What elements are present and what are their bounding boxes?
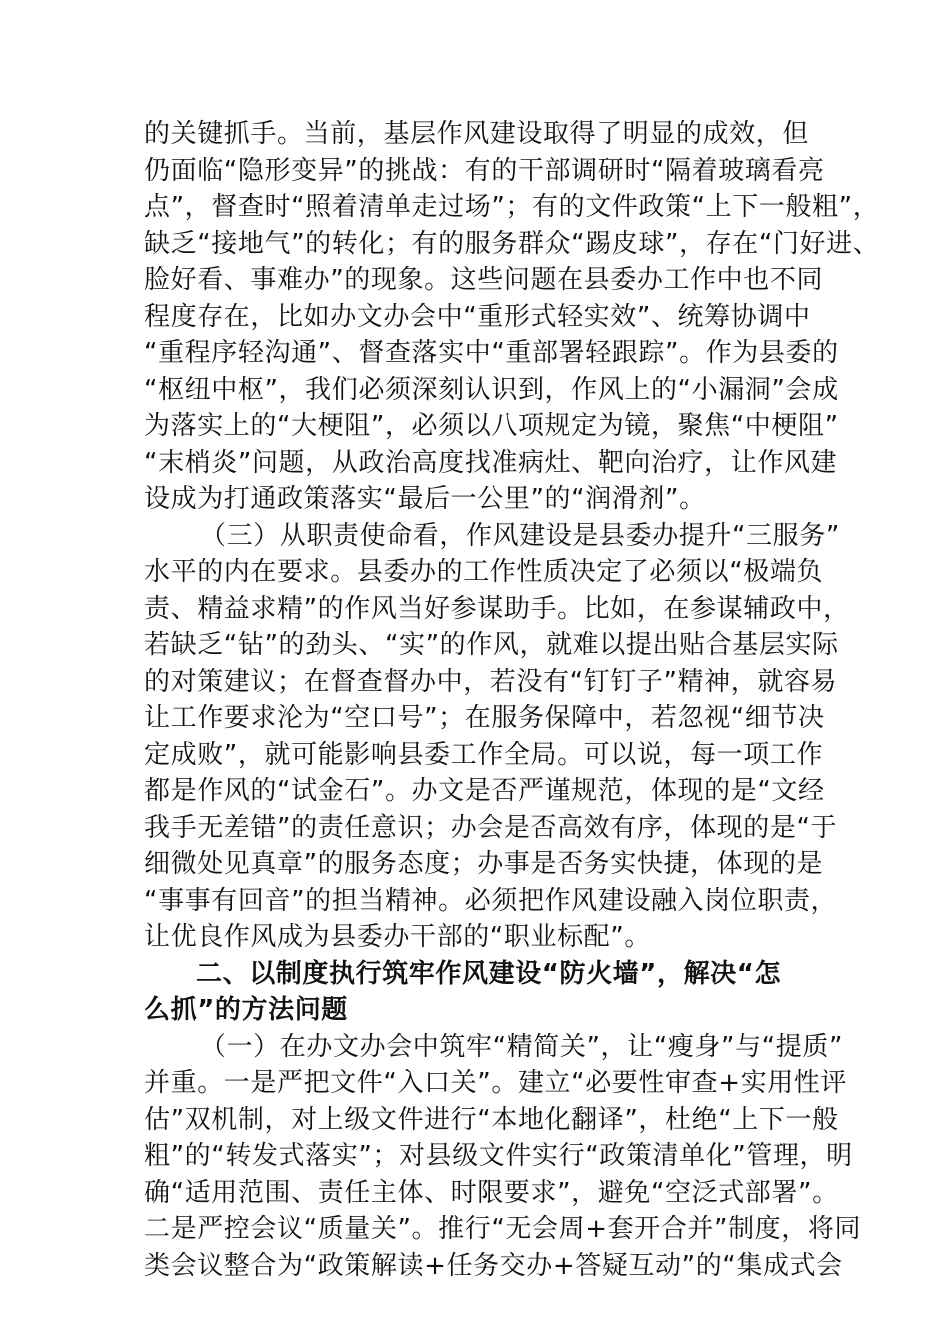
- body-text-line: 让优良作风成为县委办干部的“职业标配”。: [144, 922, 651, 952]
- body-text-line: 估”双机制，对上级文件进行“本地化翻译”，杜绝“上下一般: [144, 1105, 839, 1135]
- body-text-line: 粗”的“转发式落实”；对县级文件实行“政策清单化”管理，明: [144, 1141, 853, 1171]
- body-text-line: 缺乏“接地气”的转化；有的服务群众“踢皮球”，存在“门好进、: [144, 229, 880, 259]
- body-text-line: “事事有回音”的担当精神。必须把作风建设融入岗位职责，: [144, 886, 838, 916]
- body-text-line: 细微处见真章”的服务态度；办事是否务实快捷，体现的是: [144, 849, 824, 879]
- body-text-line: 程度存在，比如办文办会中“重形式轻实效”、统筹协调中: [144, 302, 811, 332]
- body-text-line: 水平的内在要求。县委办的工作性质决定了必须以“极端负: [144, 557, 824, 587]
- paragraph-start-line: （一）在办文办会中筑牢“精简关”，让“瘦身”与“提质”: [200, 1032, 844, 1062]
- body-text-line: 的对策建议；在督查督办中，若没有“钉钉子”精神，就容易: [144, 667, 838, 697]
- section-heading: 二、以制度执行筑牢作风建设“防火墙”，解决“怎: [196, 959, 782, 989]
- paragraph-start-line: （三）从职责使命看，作风建设是县委办提升“三服务”: [200, 521, 840, 551]
- body-text-line: 脸好看、事难办”的现象。这些问题在县委办工作中也不同: [144, 265, 824, 295]
- body-text-line: 仍面临“隐形变异”的挑战：有的干部调研时“隔着玻璃看亮: [144, 156, 825, 186]
- body-text-line: 责、精益求精”的作风当好参谋助手。比如，在参谋辅政中，: [144, 594, 850, 624]
- body-text-line: “枢纽中枢”，我们必须深刻认识到，作风上的“小漏洞”会成: [144, 375, 839, 405]
- body-text-line: 我手无差错”的责任意识；办会是否高效有序，体现的是“于: [144, 813, 838, 843]
- section-heading-continued: 么抓”的方法问题: [144, 995, 348, 1025]
- body-text-line: 点”，督查时“照着清单走过场”；有的文件政策“上下一般粗”，: [144, 192, 880, 222]
- body-text-line: 为落实上的“大梗阻”，必须以八项规定为镜，聚焦“中梗阻”: [144, 411, 839, 441]
- body-text-line: “重程序轻沟通”、督查落实中“重部署轻跟踪”。作为县委的: [144, 338, 839, 368]
- body-text-line: 定成败”，就可能影响县委工作全局。可以说，每一项工作: [144, 740, 824, 770]
- body-text-line: “末梢炎”问题，从政治高度找准病灶、靶向治疗，让作风建: [144, 448, 838, 478]
- body-text-line: 二是严控会议“质量关”。推行“无会周+套开合并”制度，将同: [144, 1214, 862, 1244]
- body-text-line: 让工作要求沦为“空口号”；在服务保障中，若忽视“细节决: [144, 703, 825, 733]
- body-text-line: 确“适用范围、责任主体、时限要求”，避免“空泛式部署”。: [144, 1178, 839, 1208]
- body-text-line: 并重。一是严把文件“入口关”。建立“必要性审查+实用性评: [144, 1068, 847, 1098]
- body-text-line: 类会议整合为“政策解读+任务交办+答疑互动”的“集成式会: [144, 1251, 843, 1281]
- body-text-line: 若缺乏“钻”的劲头、“实”的作风，就难以提出贴合基层实际: [144, 630, 839, 660]
- body-text-line: 的关键抓手。当前，基层作风建设取得了明显的成效，但: [144, 119, 810, 149]
- body-text-line: 都是作风的“试金石”。办文是否严谨规范，体现的是“文经: [144, 776, 825, 806]
- body-text-line: 设成为打通政策落实“最后一公里”的“润滑剂”。: [144, 484, 706, 514]
